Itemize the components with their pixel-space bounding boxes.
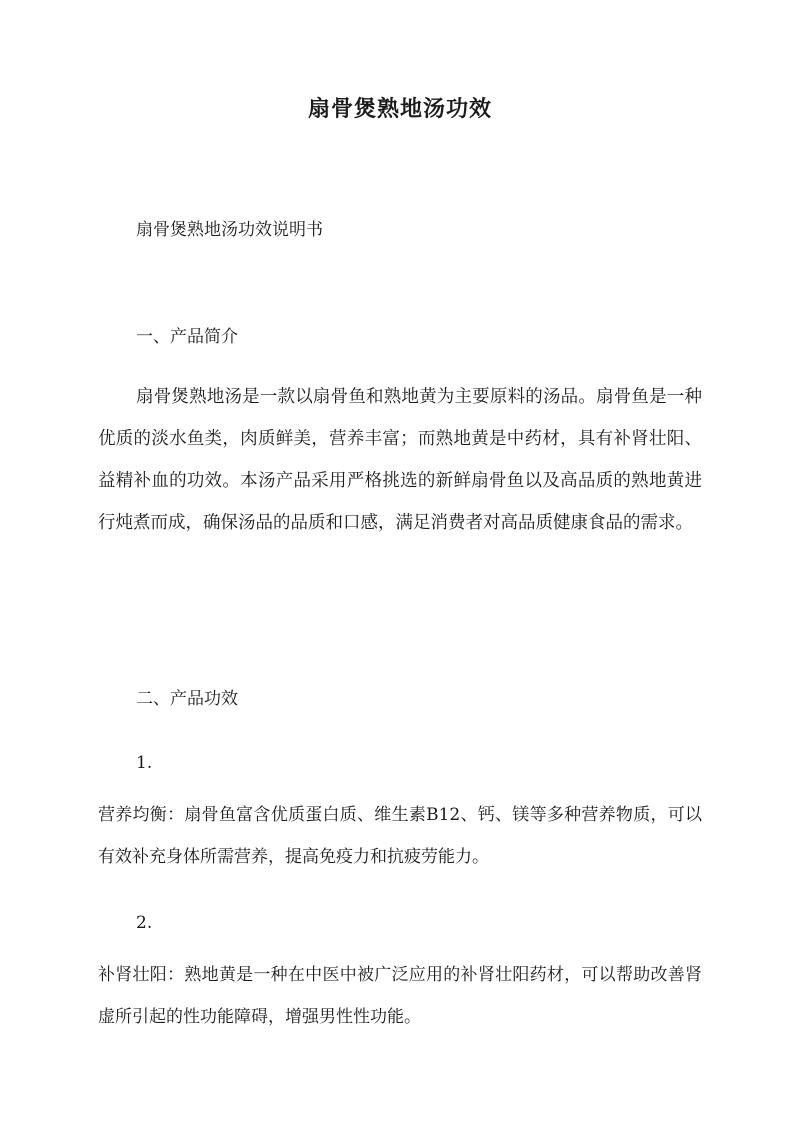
section-heading-intro: 一、产品简介 (136, 327, 238, 347)
intro-paragraph: 扇骨煲熟地汤是一款以扇骨鱼和熟地黄为主要原料的汤品。扇骨鱼是一种优质的淡水鱼类，肉质鲜美，营养丰富；而熟地黄是中药材，具有补肾壮阳、益精补血的功效。本汤产品采用严格挑选的新鲜扇骨鱼以及高品质的熟地黄进行炖煮而成，确保汤品的品质和口感，满足消费者对高品质健康食品的需求。 (98, 387, 702, 533)
effect-item-1-number: 1. (136, 753, 153, 773)
section-heading-effects: 二、产品功效 (136, 689, 238, 709)
document-title: 扇骨煲熟地汤功效 (307, 96, 492, 122)
effect-item-2-number: 2. (136, 913, 153, 933)
document-subtitle: 扇骨煲熟地汤功效说明书 (136, 220, 323, 240)
effect-item-2-text: 补肾壮阳：熟地黄是一种在中医中被广泛应用的补肾壮阳药材，可以帮助改善肾虚所引起的性功能障碍，增强男性性功能。 (98, 965, 702, 1027)
effect-item-1-text: 营养均衡：扇骨鱼富含优质蛋白质、维生素B12、钙、镁等多种营养物质，可以有效补充身体所需营养，提高免疫力和抗疲劳能力。 (98, 805, 702, 867)
